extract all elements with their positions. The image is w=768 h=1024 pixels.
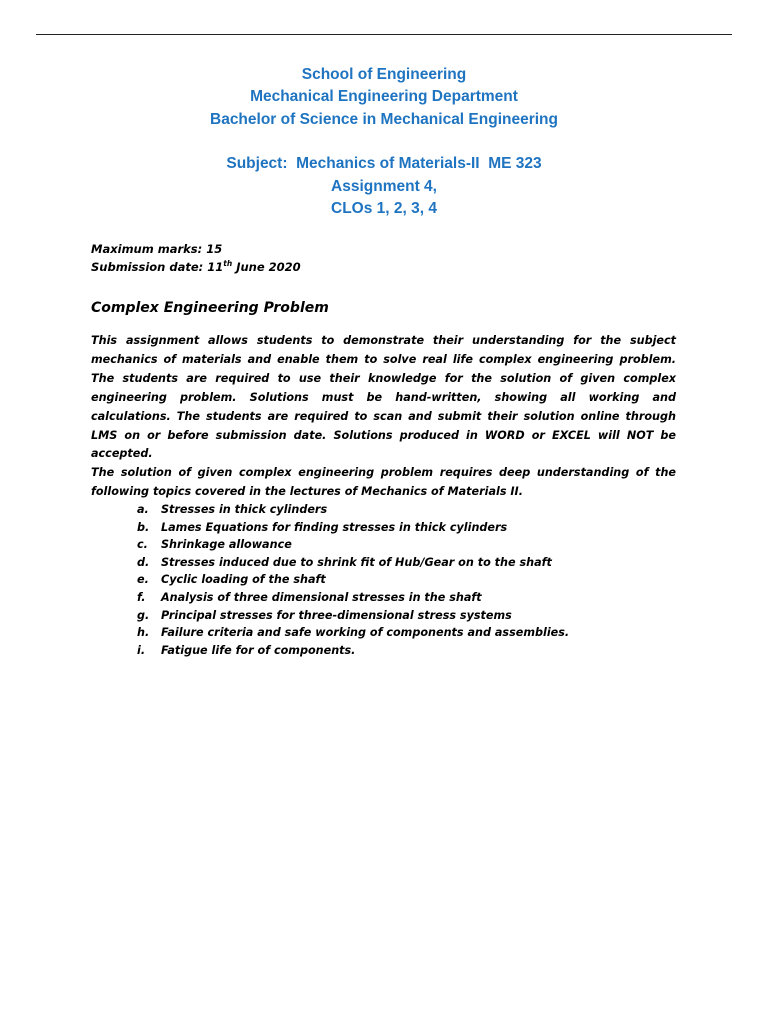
topic-item [137, 554, 569, 572]
topic-text: Fatigue life for of components. [161, 643, 356, 657]
topic-marker: f. [137, 590, 146, 604]
clos-line: CLOs 1, 2, 3, 4 [331, 200, 437, 218]
assignment-description [91, 332, 676, 502]
submission-date-ordinal: th [223, 259, 233, 269]
document-header [0, 64, 768, 220]
topic-marker: d. [137, 555, 150, 569]
assignment-meta [91, 240, 301, 276]
topic-text: Stresses in thick cylinders [161, 503, 328, 516]
topic-text: Stresses induced due to shrink fit of Hub/Gear on to the shaft [161, 555, 552, 569]
assignment-line: Assignment 4, [331, 177, 437, 195]
topic-item [137, 501, 569, 519]
topic-marker: a. [137, 503, 149, 516]
section-title: Complex Engineering Problem [91, 300, 329, 316]
department-name: Mechanical Engineering Department [250, 88, 518, 106]
topic-marker: b. [137, 520, 150, 534]
topic-text: Failure criteria and safe working of components and assemblies. [161, 626, 570, 640]
topic-marker: e. [137, 573, 149, 587]
topic-marker: g. [137, 608, 150, 622]
topic-item [137, 607, 569, 625]
topic-text: Principal stresses for three-dimensional stress systems [161, 608, 512, 622]
topic-text: Cyclic loading of the shaft [161, 573, 326, 587]
maximum-marks: Maximum marks: 15 [91, 242, 223, 256]
program-name: Bachelor of Science in Mechanical Engineering [210, 110, 558, 128]
submission-date [91, 258, 301, 276]
submission-date-prefix: Submission date: 11 [91, 260, 224, 274]
topic-item [137, 571, 569, 589]
topic-marker: i. [137, 643, 146, 657]
topic-item [137, 624, 569, 642]
topic-text: Lames Equations for finding stresses in thick cylinders [161, 520, 508, 534]
topics-list [137, 501, 569, 659]
topic-item [137, 536, 569, 554]
school-name: School of Engineering [301, 66, 467, 83]
topic-marker: c. [137, 538, 148, 552]
description-paragraph-2: The solution of given complex engineering problem requires deep understanding of the following topics covered in the lectures of Mechanics of Materials II. [91, 466, 676, 499]
topic-item [137, 519, 569, 537]
header-rule [36, 34, 732, 35]
topic-text: Analysis of three dimensional stresses in the shaft [161, 590, 482, 604]
topic-text: Shrinkage allowance [161, 538, 292, 552]
subject-line: Subject: Mechanics of Materials-II ME 323 [226, 155, 542, 173]
topic-item [137, 589, 569, 607]
description-paragraph-1: This assignment allows students to demonstrate their understanding for the subject mechanics of materials and enable them to solve real life complex engineering problem. The students are required to use their knowledge for the solution of given complex engineering problem. Solutions must be hand-written, showing all working and calculations. The students are required to scan and submit their solution online through LMS on or before submission date. Solutions produced in WORD or EXCEL will NOT be accepted. [91, 334, 676, 461]
submission-date-suffix: June 2020 [232, 260, 301, 274]
topic-item [137, 642, 569, 660]
topic-marker: h. [137, 626, 150, 640]
